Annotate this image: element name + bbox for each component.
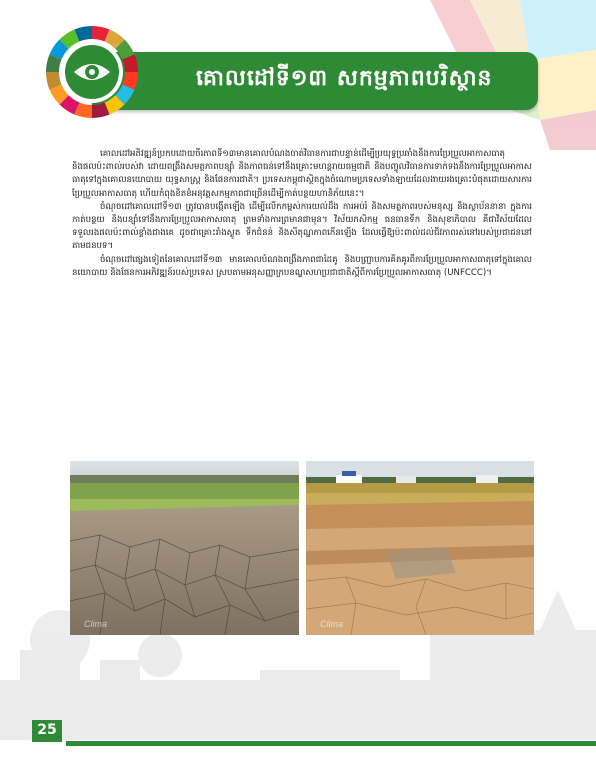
watermark-right: Clima bbox=[320, 619, 344, 629]
section-header-bar bbox=[92, 52, 538, 110]
photo-dry-riverbank bbox=[306, 461, 534, 635]
page-number: 25 bbox=[37, 722, 57, 738]
footer-line bbox=[66, 741, 596, 746]
section-title: គោលដៅទី១៣ សកម្មភាពបរិស្ថាន bbox=[196, 66, 493, 91]
paragraph-2: ចំណុចដៅគោលដៅទី១៣ ត្រូវបានបង្កើតឡើង ដើម្បីលើកកម្ពស់ការយល់ដឹង ការអប់រំ និងសមត្ថភាពរបស់មនុស្ស និងស្ថាប័ននានា ក្នុងការកាត់បន្ថយ និងបន្ស៊ាំទៅនឹងការប្រែប្រួលអាកាសធាតុ ព្រមទាំងការព្រមានជាមុន។ វិស័យកសិកម្ម ធនធានទឹក និងសុខាភិបាល គឺជាវិស័យដែលទទួលរងផលប៉ះពាល់ខ្លាំងជាងគេ ដូចជាគ្រោះរាំងស្ងួត ទឹកជំនន់ និងសីតុណ្ហភាពកើនឡើង ដែលធ្វើឱ្យប៉ះពាល់ដល់ជីវភាពរស់នៅរបស់ប្រជាជននៅតាមជនបទ។ bbox=[72, 201, 532, 252]
body-text bbox=[72, 148, 532, 280]
watermark-left: Clima bbox=[84, 619, 108, 629]
photo-drought-field bbox=[70, 461, 299, 635]
sdg13-eye-logo bbox=[44, 24, 140, 120]
paragraph-3: ចំណុចដៅផ្សេងទៀតនៃគោលដៅទី១៣ មានគោលបំណងពង្រឹងភាពជាដៃគូ និងបញ្ជ្រាបការគិតគូរពីការប្រែប្រួលអាកាសធាតុទៅក្នុងគោលនយោបាយ និងផែនការអភិវឌ្ឍន៍របស់ប្រទេស ស្របតាមអនុសញ្ញាក្របខណ្ឌសហប្រជាជាតិស្ដីពីការប្រែប្រួលអាកាសធាតុ (UNFCCC)។ bbox=[72, 254, 532, 278]
paragraph-1: គោលដៅអភិវឌ្ឍន៍ប្រកបដោយចីរភាពទី១៣មានគោលបំណងចាត់វិធានការជាបន្ទាន់ដើម្បីប្រយុទ្ធប្រឆាំងនឹងការប្រែប្រួលអាកាសធាតុ និងផលប៉ះពាល់របស់វា ដោយពង្រឹងសមត្ថភាពបន្ស៊ាំ និងភាពធន់ទៅនឹងគ្រោះមហន្តរាយធម្មជាតិ និងបញ្ចូលវិធានការទាក់ទងនឹងការប្រែប្រួលអាកាសធាតុទៅក្នុងគោលនយោបាយ យុទ្ធសាស្ត្រ និងផែនការជាតិ។ ប្រទេសកម្ពុជាស្ថិតក្នុងចំណោមប្រទេសទាំងឡាយដែលងាយរងគ្រោះបំផុតដោយសារការប្រែប្រួលអាកាសធាតុ ហើយកំពុងខិតខំអនុវត្តសកម្មភាពជាច្រើនដើម្បីកាត់បន្ថយហានិភ័យនេះ។ bbox=[72, 149, 532, 199]
page-number-box bbox=[32, 720, 62, 742]
